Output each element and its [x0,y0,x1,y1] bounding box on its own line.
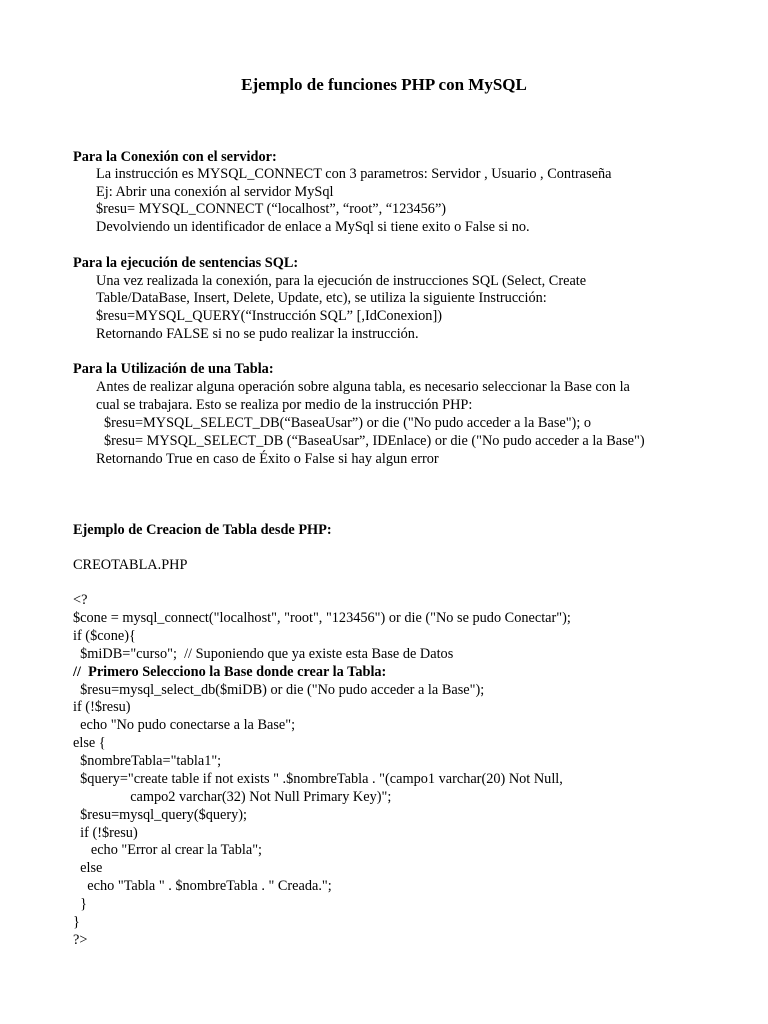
code-line: $resu=mysql_select_db($miDB) or die ("No pudo acceder a la Base"); [73,682,485,698]
code-line: $miDB="curso"; // Suponiendo que ya existe esta Base de Datos [73,646,454,662]
code-line: if (!$resu) [73,699,131,715]
section-heading-conexion: Para la Conexión con el servidor: [73,149,277,165]
conexion-line: Devolviendo un identificador de enlace a MySql si tiene exito o False si no. [96,219,530,235]
code-line: echo "Error al crear la Tabla"; [73,842,263,858]
code-line: echo "Tabla " . $nombreTabla . " Creada."; [73,878,332,894]
code-line: if ($cone){ [73,628,136,644]
code-line: $nombreTabla="tabla1"; [73,753,222,769]
code-line: else { [73,735,106,751]
section-heading-tabla: Para la Utilización de una Tabla: [73,361,274,377]
page-title: Ejemplo de funciones PHP con MySQL [241,75,527,94]
code-line: $cone = mysql_connect("localhost", "root", "123456") or die ("No se pudo Conectar"); [73,610,571,626]
sentencias-line: $resu=MYSQL_QUERY(“Instrucción SQL” [,IdConexion]) [96,308,442,324]
code-line: ?> [73,932,88,948]
tabla-line: Antes de realizar alguna operación sobre alguna tabla, es necesario seleccionar la Base con la [96,379,630,395]
conexion-line: Ej: Abrir una conexión al servidor MySql [96,184,334,200]
code-line: else [73,860,103,876]
code-line: $resu=mysql_query($query); [73,807,248,823]
section-heading-ejemplo: Ejemplo de Creacion de Tabla desde PHP: [73,522,332,538]
section-heading-sentencias: Para la ejecución de sentencias SQL: [73,255,299,271]
tabla-line: cual se trabajara. Esto se realiza por medio de la instrucción PHP: [96,397,473,413]
example-filename: CREOTABLA.PHP [73,557,188,573]
code-line: if (!$resu) [73,825,138,841]
code-line: } [73,896,88,912]
conexion-line: $resu= MYSQL_CONNECT (“localhost”, “root”, “123456”) [96,201,447,217]
conexion-line: La instrucción es MYSQL_CONNECT con 3 parametros: Servidor , Usuario , Contraseña [96,166,612,182]
code-line: echo "No pudo conectarse a la Base"; [73,717,296,733]
code-comment-bold: // Primero Selecciono la Base donde crear la Tabla: [73,664,387,680]
sentencias-line: Una vez realizada la conexión, para la ejecución de instrucciones SQL (Select, Create [96,273,587,289]
code-line: <? [73,592,88,608]
sentencias-line: Table/DataBase, Insert, Delete, Update, etc), se utiliza la siguiente Instrucción: [96,290,547,306]
tabla-line: $resu= MYSQL_SELECT_DB (“BaseaUsar”, IDEnlace) or die ("No pudo acceder a la Base") [104,433,645,449]
tabla-line: $resu=MYSQL_SELECT_DB(“BaseaUsar”) or die ("No pudo acceder a la Base"); o [104,415,592,431]
code-line: campo2 varchar(32) Not Null Primary Key)"; [73,789,392,805]
tabla-line: Retornando True en caso de Éxito o False si hay algun error [96,451,439,467]
code-line: $query="create table if not exists " .$nombreTabla . "(campo1 varchar(20) Not Null, [73,771,563,787]
code-line: } [73,914,80,930]
sentencias-line: Retornando FALSE si no se pudo realizar la instrucción. [96,326,419,342]
